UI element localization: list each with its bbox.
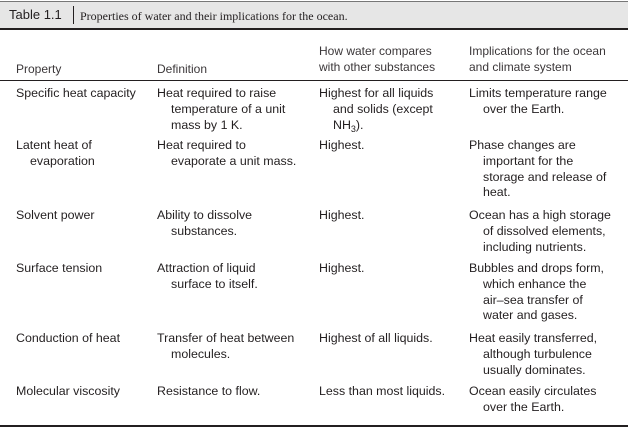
- cell-property-line: Latent heat of: [16, 138, 92, 152]
- table-bottom-rule: [0, 425, 628, 427]
- cell-implication: [469, 86, 629, 118]
- cell-definition-line: Heat required to: [157, 138, 246, 152]
- cell-implication-line: Limits temperature range: [469, 86, 607, 100]
- cell-comparison-line: Highest.: [319, 261, 365, 275]
- cell-property-line: Molecular viscosity: [16, 384, 120, 398]
- header-comparison-line: with other substances: [319, 59, 436, 74]
- cell-implication: [469, 208, 629, 255]
- cell-implication-line: heat.: [483, 185, 511, 200]
- cell-implication: [469, 384, 629, 416]
- cell-definition-line: Resistance to flow.: [157, 384, 261, 398]
- table-top-rule: [0, 28, 628, 30]
- cell-property-line: Conduction of heat: [16, 331, 121, 345]
- header-implications-line: and climate system: [469, 59, 572, 74]
- cell-definition-line: Heat required to raise: [157, 86, 277, 100]
- cell-implication-line: of dissolved elements,: [483, 223, 606, 238]
- cell-implication-line: water and gases.: [483, 308, 578, 323]
- cell-property: [16, 261, 156, 277]
- cell-definition-line: molecules.: [171, 346, 231, 361]
- caption-divider: [73, 6, 74, 24]
- cell-implication-line: which enhance the: [483, 276, 587, 291]
- cell-definition-line: evaporate a unit mass.: [171, 153, 297, 168]
- cell-definition-line: Ability to dissolve: [157, 208, 253, 222]
- cell-definition: [157, 138, 315, 170]
- cell-definition: [157, 208, 315, 240]
- header-comparison: [319, 44, 467, 76]
- table-caption: Properties of water and their implications for the ocean.: [80, 9, 348, 23]
- cell-comparison-line: Highest.: [319, 138, 365, 152]
- cell-implication-line: over the Earth.: [483, 399, 565, 414]
- cell-comparison-line: Highest of all liquids.: [319, 331, 433, 345]
- cell-implication: [469, 331, 629, 378]
- cell-definition: [157, 86, 315, 133]
- cell-implication-line: storage and release of: [483, 169, 607, 184]
- cell-property: [16, 86, 156, 102]
- subscript: 3: [350, 123, 356, 134]
- header-definition: Definition: [157, 62, 208, 76]
- header-implications-line: Implications for the ocean: [469, 44, 606, 58]
- cell-comparison: [319, 384, 467, 400]
- header-comparison-line: How water compares: [319, 44, 432, 58]
- cell-comparison-line: $NH_3$).: [333, 117, 364, 134]
- cell-comparison: [319, 208, 467, 224]
- cell-definition-line: Attraction of liquid: [157, 261, 256, 275]
- cell-property-line: Solvent power: [16, 208, 95, 222]
- cell-property-line: evaporation: [30, 153, 95, 168]
- header-implications: [469, 44, 629, 76]
- cell-definition-line: temperature of a unit: [171, 101, 286, 116]
- cell-property-line: Surface tension: [16, 261, 103, 275]
- cell-implication-line: over the Earth.: [483, 101, 565, 116]
- cell-comparison: [319, 261, 467, 277]
- cell-property-line: Specific heat capacity: [16, 86, 136, 100]
- header-property: Property: [16, 62, 62, 76]
- cell-property: [16, 331, 156, 347]
- cell-implication-line: air–sea transfer of: [483, 292, 583, 307]
- cell-definition-line: substances.: [171, 223, 238, 238]
- cell-implication-line: Bubbles and drops form,: [469, 261, 604, 275]
- cell-definition-line: surface to itself.: [171, 276, 258, 291]
- cell-definition-line: mass by 1 K.: [171, 117, 243, 132]
- cell-comparison: [319, 331, 467, 347]
- cell-implication-line: usually dominates.: [483, 362, 586, 377]
- cell-comparison-line: and solids (except: [333, 101, 433, 116]
- cell-comparison-line: Highest for all liquids: [319, 86, 434, 100]
- cell-comparison-line: Highest.: [319, 208, 365, 222]
- cell-definition: [157, 384, 315, 400]
- cell-implication: [469, 138, 629, 201]
- cell-definition-line: Transfer of heat between: [157, 331, 295, 345]
- cell-implication-line: Heat easily transferred,: [469, 331, 598, 345]
- cell-definition: [157, 261, 315, 293]
- cell-property: [16, 208, 156, 224]
- cell-comparison: [319, 138, 467, 154]
- cell-implication-line: Ocean has a high storage: [469, 208, 611, 222]
- cell-comparison: [319, 86, 467, 137]
- cell-implication-line: including nutrients.: [483, 239, 587, 254]
- cell-implication-line: Ocean easily circulates: [469, 384, 597, 398]
- table-caption-bar: [0, 1, 628, 28]
- cell-implication-line: although turbulence: [483, 346, 592, 361]
- table-number: Table 1.1: [9, 7, 62, 22]
- cell-implication-line: important for the: [483, 153, 574, 168]
- cell-implication: [469, 261, 629, 324]
- table-header-rule: [0, 80, 628, 81]
- cell-implication-line: Phase changes are: [469, 138, 576, 152]
- cell-comparison-line: Less than most liquids.: [319, 384, 446, 398]
- cell-property: [16, 138, 156, 170]
- table-header-row: [0, 40, 628, 76]
- cell-definition: [157, 331, 315, 363]
- cell-property: [16, 384, 156, 400]
